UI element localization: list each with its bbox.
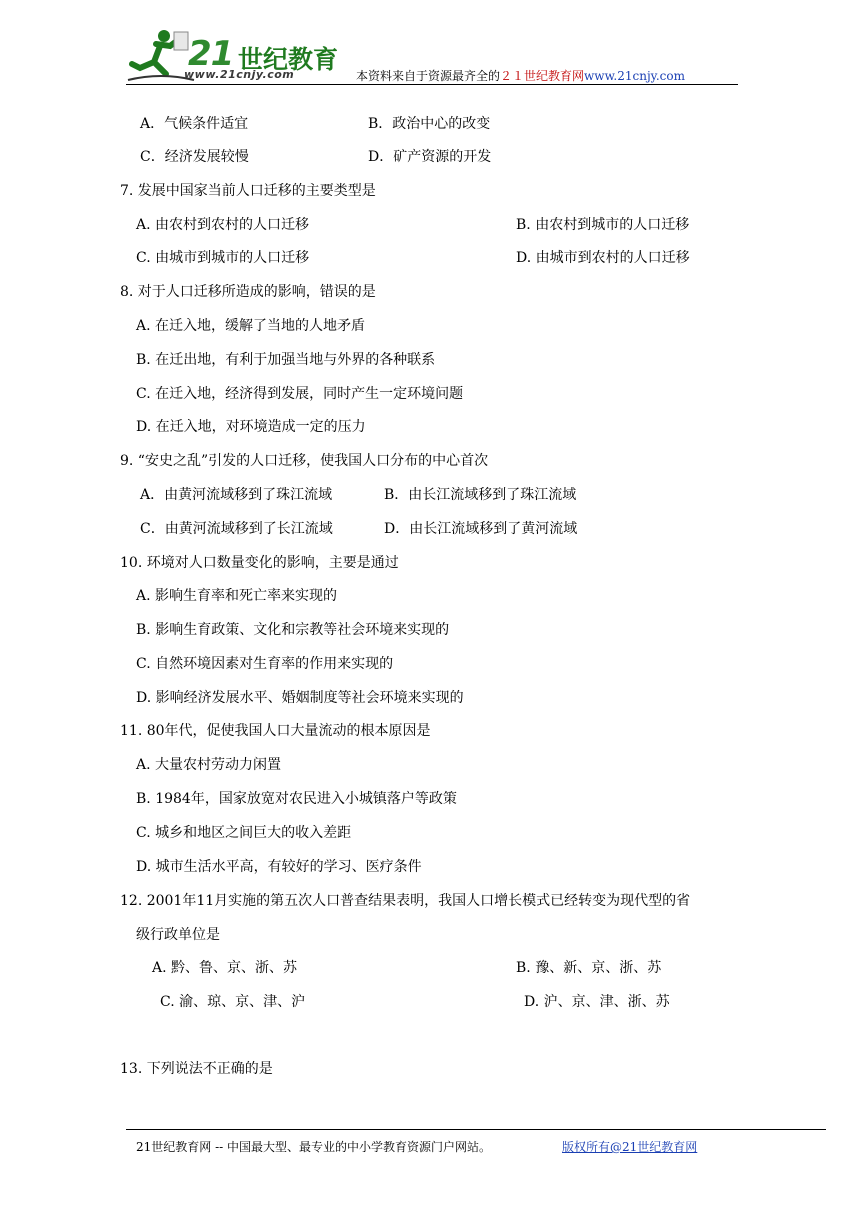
q9-stem: 9. “安史之乱”引发的人口迁移，使我国人口分布的中心首次 bbox=[120, 453, 489, 469]
q11-option-c: C. 城乡和地区之间巨大的收入差距 bbox=[136, 825, 352, 841]
q7-option-c: C. 由城市到城市的人口迁移 bbox=[136, 250, 310, 266]
header-divider bbox=[126, 84, 738, 85]
q9-option-b: B．由长江流域移到了珠江流域 bbox=[384, 487, 577, 503]
logo-number: 21 bbox=[188, 34, 234, 74]
q11-option-b: B. 1984年，国家放宽对农民进入小城镇落户等政策 bbox=[136, 791, 457, 807]
q12-stem-line2: 级行政单位是 bbox=[136, 927, 220, 943]
q6-option-c: C．经济发展较慢 bbox=[140, 149, 249, 165]
q13-stem: 13. 下列说法不正确的是 bbox=[120, 1061, 273, 1077]
q8-stem: 8. 对于人口迁移所造成的影响，错误的是 bbox=[120, 284, 376, 300]
q11-stem: 11. 80年代，促使我国人口大量流动的根本原因是 bbox=[120, 723, 431, 739]
q8-option-d: D. 在迁入地，对环境造成一定的压力 bbox=[136, 419, 366, 435]
footer-copyright-link[interactable]: 版权所有@21世纪教育网 bbox=[562, 1140, 698, 1154]
q11-option-d: D. 城市生活水平高，有较好的学习、医疗条件 bbox=[136, 859, 422, 875]
site-logo bbox=[126, 28, 338, 86]
q10-stem: 10. 环境对人口数量变化的影响，主要是通过 bbox=[120, 555, 399, 571]
q8-option-b: B. 在迁出地，有利于加强当地与外界的各种联系 bbox=[136, 352, 436, 368]
q12-stem-line1: 12. 2001年11月实施的第五次人口普查结果表明，我国人口增长模式已经转变为现代型的省 bbox=[120, 893, 691, 909]
q7-stem: 7. 发展中国家当前人口迁移的主要类型是 bbox=[120, 183, 376, 199]
logo-url: www.21cnjy.com bbox=[184, 68, 295, 81]
q10-option-a: A. 影响生育率和死亡率来实现的 bbox=[136, 588, 338, 604]
q12-option-a: A. 黔、鲁、京、浙、苏 bbox=[152, 960, 298, 976]
q11-option-a: A. 大量农村劳动力闲置 bbox=[136, 757, 282, 773]
footer-site-description: 21世纪教育网 -- 中国最大型、最专业的中小学教育资源门户网站。 bbox=[136, 1140, 492, 1154]
footer-divider bbox=[126, 1129, 826, 1130]
q8-option-a: A. 在迁入地，缓解了当地的人地矛盾 bbox=[136, 318, 366, 334]
q10-option-d: D. 影响经济发展水平、婚姻制度等社会环境来实现的 bbox=[136, 690, 464, 706]
q7-option-a: A. 由农村到农村的人口迁移 bbox=[136, 217, 310, 233]
q12-option-d: D. 沪、京、津、浙、苏 bbox=[524, 994, 670, 1010]
q9-option-d: D．由长江流域移到了黄河流域 bbox=[384, 521, 578, 537]
header-source-prefix: 本资料来自于资源最齐全的 bbox=[356, 69, 501, 83]
q6-option-b: B．政治中心的改变 bbox=[368, 116, 491, 132]
q12-option-c: C. 渝、琼、京、津、沪 bbox=[160, 994, 306, 1010]
q10-option-b: B. 影响生育政策、文化和宗教等社会环境来实现的 bbox=[136, 622, 450, 638]
q10-option-c: C. 自然环境因素对生育率的作用来实现的 bbox=[136, 656, 394, 672]
header-source-url[interactable]: www.21cnjy.com bbox=[584, 69, 685, 83]
q6-option-d: D．矿产资源的开发 bbox=[368, 149, 492, 165]
q7-option-d: D. 由城市到农村的人口迁移 bbox=[516, 250, 690, 266]
q12-option-b: B. 豫、新、京、浙、苏 bbox=[516, 960, 662, 976]
q6-option-a: A．气候条件适宜 bbox=[140, 116, 249, 132]
logo-name: 世纪教育 bbox=[238, 45, 339, 74]
q9-option-c: C．由黄河流域移到了长江流域 bbox=[140, 521, 333, 537]
header-source-line bbox=[356, 67, 685, 84]
q8-option-c: C. 在迁入地，经济得到发展，同时产生一定环境问题 bbox=[136, 386, 464, 402]
header-source-site[interactable]: ２１世纪教育网 bbox=[500, 69, 585, 83]
q9-option-a: A．由黄河流域移到了珠江流域 bbox=[140, 487, 333, 503]
q7-option-b: B. 由农村到城市的人口迁移 bbox=[516, 217, 690, 233]
